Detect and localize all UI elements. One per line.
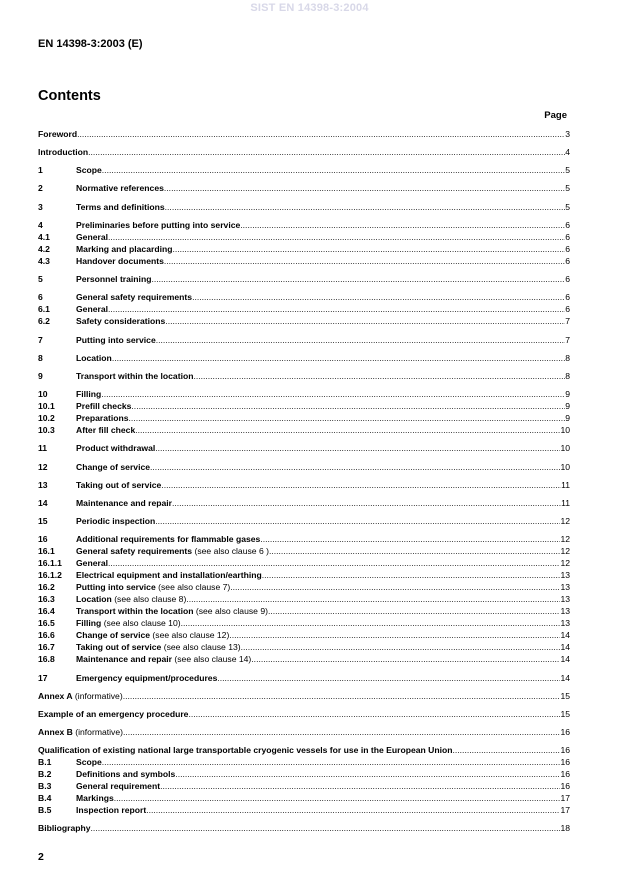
toc-entry-title: Periodic inspection <box>76 516 156 526</box>
toc-entry-title: Maintenance and repair <box>76 498 172 508</box>
toc-entry-title: Putting into service <box>76 335 156 345</box>
toc-entry-page: 16 <box>560 769 570 779</box>
leader-dots <box>123 691 561 702</box>
leader-dots <box>129 413 566 424</box>
toc-entry-title: Putting into service <box>76 582 156 592</box>
toc-entry-page: 12 <box>560 534 570 544</box>
toc-entry-note: (see also clause 12) <box>150 630 230 640</box>
toc-entry-page: 17 <box>560 805 570 815</box>
toc-entry-title: General requirement <box>76 781 161 791</box>
toc-entry-number: B.4 <box>38 793 52 803</box>
toc-entry[interactable] <box>38 618 570 629</box>
toc-entry-page: 5 <box>565 202 570 212</box>
toc-entry-page: 9 <box>565 389 570 399</box>
toc-entry[interactable] <box>38 516 570 527</box>
toc-entry-number: 16 <box>38 534 48 544</box>
toc-entry-title: Annex B <box>38 727 73 737</box>
toc-entry-title: Preparations <box>76 413 129 423</box>
leader-dots <box>453 745 561 756</box>
toc-entry-note: (see also clause 13) <box>161 642 241 652</box>
toc-entry-title: Normative references <box>76 183 164 193</box>
toc-entry-title: Inspection report <box>76 805 147 815</box>
toc-entry[interactable] <box>38 202 570 213</box>
document-id: EN 14398-3:2003 (E) <box>38 38 143 50</box>
toc-entry-page: 14 <box>560 630 570 640</box>
toc-entry-page: 9 <box>565 401 570 411</box>
toc-entry-number: 4.1 <box>38 232 50 242</box>
toc-entry-number: 7 <box>38 335 43 345</box>
toc-entry-title: Filling <box>76 389 102 399</box>
leader-dots <box>108 304 565 315</box>
toc-entry-number: 12 <box>38 462 48 472</box>
leader-dots <box>181 618 561 629</box>
toc-entry-number: B.5 <box>38 805 52 815</box>
toc-entry-title: Taking out of service <box>76 642 162 652</box>
leader-dots <box>172 244 565 255</box>
toc-entry-title: Qualification of existing national large transportable cryogenic vessels for use in the European Union <box>38 745 453 755</box>
leader-dots <box>192 292 565 303</box>
toc-entry[interactable] <box>38 745 570 756</box>
toc-entry-title: Transport within the location <box>76 371 194 381</box>
leader-dots <box>102 757 561 768</box>
toc-entry-page: 7 <box>565 316 570 326</box>
toc-entry-number: B.3 <box>38 781 52 791</box>
toc-entry-title: Annex A <box>38 691 73 701</box>
toc-entry-page: 3 <box>565 129 570 139</box>
toc-entry-page: 15 <box>560 709 570 719</box>
toc-entry-page: 16 <box>560 745 570 755</box>
leader-dots <box>161 480 561 491</box>
toc-entry-page: 10 <box>560 425 570 435</box>
toc-entry-page: 11 <box>561 498 570 508</box>
toc-entry[interactable] <box>38 546 570 557</box>
leader-dots <box>217 673 560 684</box>
watermark: SIST EN 14398-3:2004 <box>250 2 369 14</box>
toc-entry[interactable] <box>38 462 570 473</box>
toc-entry-page: 6 <box>565 244 570 254</box>
toc-entry-note: (see also clause 9) <box>193 606 268 616</box>
leader-dots <box>193 371 565 382</box>
toc-entry-number: B.2 <box>38 769 52 779</box>
toc-entry[interactable] <box>38 654 570 665</box>
toc-entry-title: Terms and definitions <box>76 202 165 212</box>
toc-entry-note: (see also clause 14) <box>172 654 252 664</box>
toc-entry-title: Electrical equipment and installation/earthing <box>76 570 262 580</box>
leader-dots <box>260 534 560 545</box>
toc-entry[interactable] <box>38 673 570 684</box>
toc-entry-title: Scope <box>76 165 102 175</box>
toc-entry[interactable] <box>38 183 570 194</box>
leader-dots <box>101 389 565 400</box>
toc-entry[interactable] <box>38 425 570 436</box>
toc-entry-title: Emergency equipment/procedures <box>76 673 218 683</box>
toc-entry-number: 3 <box>38 202 43 212</box>
toc-entry-number: 9 <box>38 371 43 381</box>
contents-heading: Contents <box>38 88 101 104</box>
leader-dots <box>186 594 560 605</box>
page-column-label: Page <box>544 110 567 121</box>
toc-entry-page: 7 <box>565 335 570 345</box>
toc-entry[interactable] <box>38 274 570 285</box>
toc-entry-page: 13 <box>560 594 570 604</box>
leader-dots <box>251 654 560 665</box>
toc-entry-number: 10.2 <box>38 413 55 423</box>
toc-entry-note: (informative) <box>72 691 123 701</box>
toc-entry-page: 5 <box>565 183 570 193</box>
leader-dots <box>240 220 565 231</box>
toc-entry[interactable] <box>38 165 570 176</box>
toc-entry-title: Change of service <box>76 462 151 472</box>
toc-entry-title: Foreword <box>38 129 78 139</box>
toc-entry[interactable] <box>38 823 570 834</box>
toc-entry-title: Safety considerations <box>76 316 166 326</box>
toc-entry-page: 12 <box>560 558 570 568</box>
leader-dots <box>155 516 560 527</box>
toc-entry-title: Change of service <box>76 630 151 640</box>
toc-entry-title: Transport within the location <box>76 606 194 616</box>
leader-dots <box>91 823 561 834</box>
toc-entry-title: General safety requirements <box>76 546 193 556</box>
leader-dots <box>165 316 565 327</box>
toc-entry[interactable] <box>38 642 570 653</box>
toc-entry-page: 11 <box>561 480 570 490</box>
toc-entry-page: 13 <box>560 618 570 628</box>
toc-entry-number: 4 <box>38 220 43 230</box>
leader-dots <box>156 335 565 346</box>
toc-entry[interactable] <box>38 781 570 792</box>
leader-dots <box>160 781 560 792</box>
toc-entry-page: 12 <box>560 516 570 526</box>
toc-entry-page: 9 <box>565 413 570 423</box>
toc-entry-title: Preliminaries before putting into service <box>76 220 241 230</box>
leader-dots <box>108 232 565 243</box>
toc-entry[interactable] <box>38 335 570 346</box>
leader-dots <box>88 147 565 158</box>
toc-entry[interactable] <box>38 594 570 605</box>
toc-entry-title: Handover documents <box>76 256 164 266</box>
toc-entry-page: 18 <box>560 823 570 833</box>
toc-entry-number: 17 <box>38 673 48 683</box>
toc-entry-number: 6.1 <box>38 304 50 314</box>
toc-entry[interactable] <box>38 630 570 641</box>
toc-entry-note: (see also clause 7) <box>155 582 231 592</box>
toc-entry[interactable] <box>38 570 570 581</box>
table-of-contents <box>38 0 570 877</box>
toc-entry-page: 13 <box>560 606 570 616</box>
toc-entry-page: 17 <box>560 793 570 803</box>
toc-entry-number: 10.1 <box>38 401 55 411</box>
toc-entry[interactable] <box>38 757 570 768</box>
toc-entry-number: 16.5 <box>38 618 55 628</box>
toc-entry-title: After fill check <box>76 425 136 435</box>
toc-entry-title: Scope <box>76 757 102 767</box>
leader-dots <box>175 769 560 780</box>
toc-entry-title: Markings <box>76 793 114 803</box>
leader-dots <box>151 274 565 285</box>
toc-entry-title: Bibliography <box>38 823 91 833</box>
toc-entry-number: 15 <box>38 516 48 526</box>
toc-entry-page: 16 <box>560 757 570 767</box>
toc-entry-page: 16 <box>560 727 570 737</box>
toc-entry-title: Filling <box>76 618 102 628</box>
toc-entry-number: 16.1 <box>38 546 55 556</box>
toc-entry-page: 14 <box>560 673 570 683</box>
leader-dots <box>108 558 560 569</box>
leader-dots <box>230 582 560 593</box>
toc-entry-page: 6 <box>565 292 570 302</box>
toc-entry-page: 10 <box>560 443 570 453</box>
toc-entry-page: 15 <box>560 691 570 701</box>
toc-entry-title: Prefill checks <box>76 401 132 411</box>
toc-entry[interactable] <box>38 256 570 267</box>
toc-entry[interactable] <box>38 534 570 545</box>
toc-entry-number: 13 <box>38 480 48 490</box>
leader-dots <box>172 498 561 509</box>
toc-entry-title: Personnel training <box>76 274 152 284</box>
toc-entry-title: Location <box>76 594 112 604</box>
toc-entry-number: 16.6 <box>38 630 55 640</box>
toc-entry-number: 6.2 <box>38 316 50 326</box>
toc-entry-page: 6 <box>565 304 570 314</box>
toc-entry-number: 16.2 <box>38 582 55 592</box>
toc-entry-number: B.1 <box>38 757 52 767</box>
toc-entry-number: 5 <box>38 274 43 284</box>
leader-dots <box>155 443 560 454</box>
toc-entry-title: General <box>76 558 109 568</box>
toc-entry[interactable] <box>38 793 570 804</box>
toc-entry-page: 6 <box>565 232 570 242</box>
leader-dots <box>262 570 561 581</box>
toc-entry[interactable] <box>38 443 570 454</box>
leader-dots <box>269 546 560 557</box>
toc-entry[interactable] <box>38 558 570 569</box>
toc-entry-number: 1 <box>38 165 43 175</box>
toc-entry-title: Marking and placarding <box>76 244 173 254</box>
toc-entry-title: General safety requirements <box>76 292 193 302</box>
toc-entry[interactable] <box>38 304 570 315</box>
leader-dots <box>165 202 566 213</box>
toc-entry-title: Product withdrawal <box>76 443 156 453</box>
toc-entry-note: (see also clause 6 ) <box>192 546 269 556</box>
page-number: 2 <box>38 851 44 863</box>
toc-entry-number: 8 <box>38 353 43 363</box>
toc-entry-page: 6 <box>565 274 570 284</box>
leader-dots <box>164 183 565 194</box>
toc-entry[interactable] <box>38 220 570 231</box>
toc-entry-title: Introduction <box>38 147 89 157</box>
leader-dots <box>241 642 561 653</box>
toc-entry[interactable] <box>38 413 570 424</box>
toc-entry[interactable] <box>38 480 570 491</box>
toc-entry-note: (see also clause 10) <box>101 618 181 628</box>
toc-entry-title: Maintenance and repair <box>76 654 172 664</box>
toc-entry-number: 16.8 <box>38 654 55 664</box>
leader-dots <box>112 353 565 364</box>
leader-dots <box>150 462 560 473</box>
leader-dots <box>131 401 565 412</box>
toc-entry-page: 8 <box>565 371 570 381</box>
leader-dots <box>114 793 561 804</box>
toc-entry-number: 16.7 <box>38 642 55 652</box>
toc-entry-number: 2 <box>38 183 43 193</box>
toc-entry-page: 14 <box>560 654 570 664</box>
toc-entry-number: 10 <box>38 389 48 399</box>
toc-entry-number: 11 <box>38 443 48 453</box>
toc-entry-title: Example of an emergency procedure <box>38 709 189 719</box>
toc-entry-number: 16.1.1 <box>38 558 62 568</box>
toc-entry[interactable] <box>38 727 570 738</box>
toc-entry-number: 4.3 <box>38 256 50 266</box>
toc-entry-page: 6 <box>565 220 570 230</box>
leader-dots <box>135 425 560 436</box>
toc-entry-note: (informative) <box>72 727 123 737</box>
toc-entry-number: 4.2 <box>38 244 50 254</box>
toc-entry-page: 16 <box>560 781 570 791</box>
toc-entry-number: 10.3 <box>38 425 55 435</box>
toc-entry-page: 6 <box>565 256 570 266</box>
toc-entry-number: 6 <box>38 292 43 302</box>
leader-dots <box>188 709 560 720</box>
toc-entry-page: 14 <box>560 642 570 652</box>
leader-dots <box>268 606 560 617</box>
toc-entry-page: 4 <box>565 147 570 157</box>
leader-dots <box>77 129 565 140</box>
toc-entry-page: 5 <box>565 165 570 175</box>
toc-entry-page: 10 <box>560 462 570 472</box>
toc-entry-page: 12 <box>560 546 570 556</box>
toc-entry[interactable] <box>38 292 570 303</box>
leader-dots <box>102 165 565 176</box>
toc-entry[interactable] <box>38 769 570 780</box>
toc-entry-number: 14 <box>38 498 48 508</box>
toc-entry[interactable] <box>38 147 570 158</box>
toc-entry-title: Definitions and symbols <box>76 769 176 779</box>
leader-dots <box>146 805 560 816</box>
toc-entry[interactable] <box>38 232 570 243</box>
toc-entry-note: (see also clause 8) <box>111 594 187 604</box>
leader-dots <box>123 727 560 738</box>
toc-entry[interactable] <box>38 389 570 400</box>
toc-entry-title: Additional requirements for flammable gases <box>76 534 261 544</box>
toc-entry-number: 16.4 <box>38 606 55 616</box>
toc-entry-page: 8 <box>565 353 570 363</box>
toc-entry[interactable] <box>38 371 570 382</box>
toc-entry[interactable] <box>38 582 570 593</box>
toc-entry[interactable] <box>38 691 570 702</box>
toc-entry[interactable] <box>38 805 570 816</box>
toc-entry-number: 16.1.2 <box>38 570 62 580</box>
toc-entry[interactable] <box>38 129 570 140</box>
leader-dots <box>164 256 565 267</box>
toc-entry-page: 13 <box>560 582 570 592</box>
leader-dots <box>229 630 560 641</box>
toc-entry[interactable] <box>38 244 570 255</box>
toc-entry-title: Taking out of service <box>76 480 162 490</box>
toc-entry[interactable] <box>38 353 570 364</box>
toc-entry[interactable] <box>38 498 570 509</box>
toc-entry[interactable] <box>38 606 570 617</box>
toc-entry-title: General <box>76 304 109 314</box>
toc-entry-number: 16.3 <box>38 594 55 604</box>
toc-entry-page: 13 <box>560 570 570 580</box>
toc-entry-title: General <box>76 232 109 242</box>
toc-entry[interactable] <box>38 316 570 327</box>
toc-entry[interactable] <box>38 709 570 720</box>
toc-entry-title: Location <box>76 353 112 363</box>
toc-entry[interactable] <box>38 401 570 412</box>
